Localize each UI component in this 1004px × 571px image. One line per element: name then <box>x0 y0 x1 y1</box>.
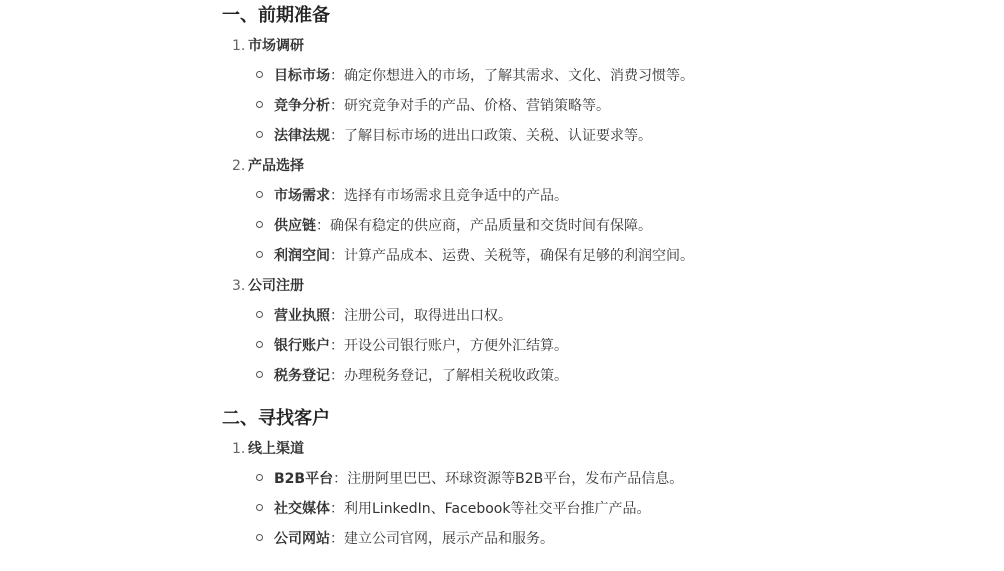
hollow-bullet-icon <box>256 474 263 481</box>
document-body <box>222 0 982 554</box>
bullet-description: 办理税务登记，了解相关税收政策。 <box>344 368 568 384</box>
list-item <box>222 331 982 361</box>
bullet-description: 确保有稳定的供应商，产品质量和交货时间有保障。 <box>330 218 652 234</box>
step-number: 1. <box>232 441 246 457</box>
step-title: 市场调研 <box>248 38 304 54</box>
bullet-description: 利用LinkedIn、Facebook等社交平台推广产品。 <box>344 501 651 517</box>
bullet-term: 税务登记 <box>274 368 330 384</box>
step-number: 2. <box>232 158 246 174</box>
step-list <box>222 31 982 391</box>
hollow-bullet-icon <box>256 371 263 378</box>
step-title: 公司注册 <box>248 278 304 294</box>
bullet-list <box>222 61 982 151</box>
bullet-list <box>222 181 982 271</box>
hollow-bullet-icon <box>256 534 263 541</box>
step-list <box>222 434 982 554</box>
bullet-term: 营业执照 <box>274 308 330 324</box>
bullet-term: 市场需求 <box>274 188 330 204</box>
bullet-list <box>222 464 982 554</box>
bullet-separator: ： <box>330 68 344 84</box>
list-item <box>222 91 982 121</box>
bullet-separator: ： <box>330 128 344 144</box>
bullet-term: 社交媒体 <box>274 501 330 517</box>
bullet-description: 建立公司官网，展示产品和服务。 <box>344 531 554 547</box>
step-title: 线上渠道 <box>248 441 304 457</box>
bullet-description: 确定你想进入的市场，了解其需求、文化、消费习惯等。 <box>344 68 694 84</box>
hollow-bullet-icon <box>256 341 263 348</box>
bullet-separator: ： <box>330 188 344 204</box>
list-item <box>222 464 982 494</box>
bullet-description: 开设公司银行账户，方便外汇结算。 <box>344 338 568 354</box>
step-title-row <box>222 434 982 464</box>
bullet-separator: ： <box>330 531 344 547</box>
bullet-term: 竞争分析 <box>274 98 330 114</box>
list-item <box>222 301 982 331</box>
list-item <box>222 121 982 151</box>
step-title-row <box>222 151 982 181</box>
bullet-separator: ： <box>330 368 344 384</box>
hollow-bullet-icon <box>256 504 263 511</box>
bullet-term: 银行账户 <box>274 338 330 354</box>
step-number: 3. <box>232 278 246 294</box>
hollow-bullet-icon <box>256 191 263 198</box>
bullet-separator: ： <box>330 248 344 264</box>
bullet-separator: ： <box>330 501 344 517</box>
bullet-term: 法律法规 <box>274 128 330 144</box>
hollow-bullet-icon <box>256 101 263 108</box>
hollow-bullet-icon <box>256 71 263 78</box>
list-item <box>222 241 982 271</box>
bullet-description: 注册公司，取得进出口权。 <box>344 308 512 324</box>
list-item <box>222 61 982 91</box>
bullet-term: B2B平台 <box>274 471 334 487</box>
step-item <box>222 271 982 391</box>
list-item <box>222 494 982 524</box>
list-item <box>222 211 982 241</box>
bullet-term: 利润空间 <box>274 248 330 264</box>
bullet-separator: ： <box>316 218 330 234</box>
bullet-description: 选择有市场需求且竞争适中的产品。 <box>344 188 568 204</box>
bullet-separator: ： <box>330 308 344 324</box>
step-item <box>222 151 982 271</box>
list-item <box>222 181 982 211</box>
step-title-row <box>222 31 982 61</box>
step-number: 1. <box>232 38 246 54</box>
list-item <box>222 361 982 391</box>
hollow-bullet-icon <box>256 131 263 138</box>
bullet-description: 注册阿里巴巴、环球资源等B2B平台，发布产品信息。 <box>347 471 684 487</box>
bullet-term: 公司网站 <box>274 531 330 547</box>
bullet-separator: ： <box>333 471 348 487</box>
section-heading: 二、寻找客户 <box>222 408 330 429</box>
bullet-term: 供应链 <box>274 218 316 234</box>
bullet-term: 目标市场 <box>274 68 330 84</box>
bullet-separator: ： <box>330 338 344 354</box>
hollow-bullet-icon <box>256 221 263 228</box>
bullet-description: 了解目标市场的进出口政策、关税、认证要求等。 <box>344 128 652 144</box>
step-title: 产品选择 <box>248 158 304 174</box>
bullet-description: 研究竞争对手的产品、价格、营销策略等。 <box>344 98 610 114</box>
bullet-description: 计算产品成本、运费、关税等，确保有足够的利润空间。 <box>344 248 694 264</box>
hollow-bullet-icon <box>256 311 263 318</box>
hollow-bullet-icon <box>256 251 263 258</box>
step-title-row <box>222 271 982 301</box>
bullet-separator: ： <box>330 98 344 114</box>
step-item <box>222 31 982 151</box>
step-item <box>222 434 982 554</box>
list-item <box>222 524 982 554</box>
section-heading: 一、前期准备 <box>222 5 330 26</box>
bullet-list <box>222 301 982 391</box>
